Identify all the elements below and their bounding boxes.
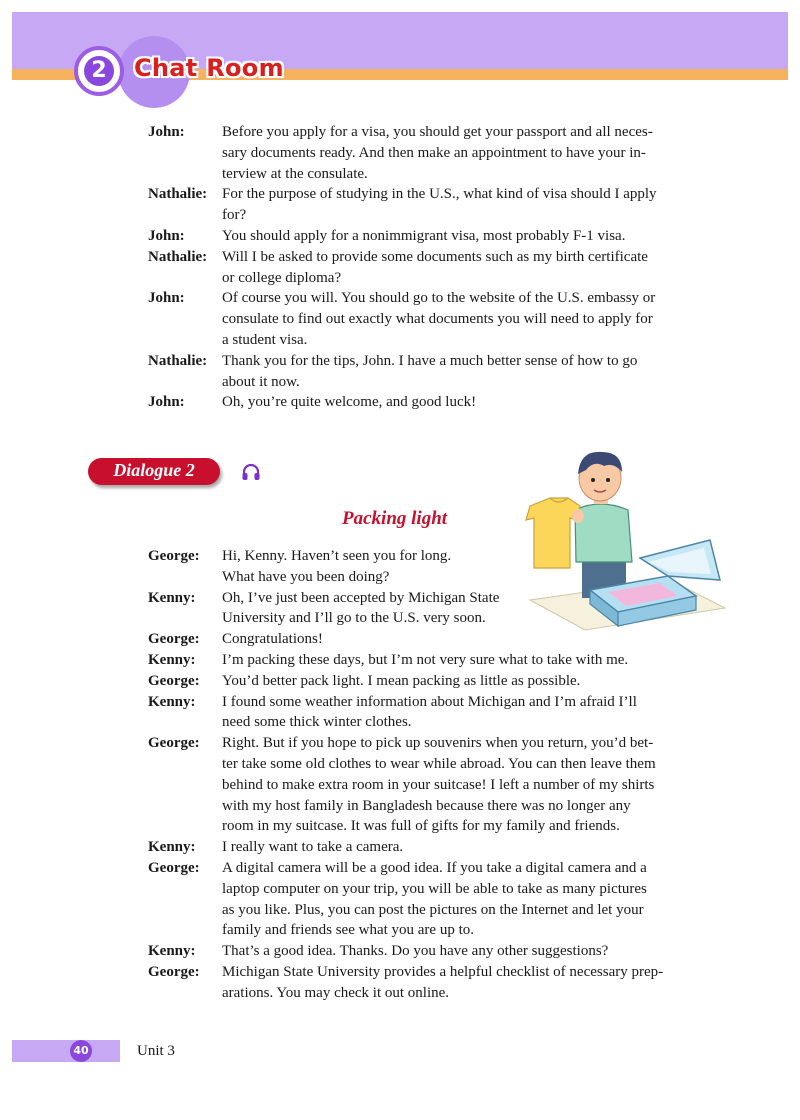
dialogue-line: with my host family in Bangladesh because there was no longer any	[222, 797, 631, 814]
dialogue-line: about it now.	[222, 373, 300, 390]
speaker-label: Kenny:	[148, 693, 196, 710]
footer-bar	[12, 1040, 120, 1062]
dialogue-line: consulate to find out exactly what documents you will need to apply for	[222, 311, 653, 328]
dialogue-line: behind to make extra room in your suitcase! I left a number of my shirts	[222, 776, 655, 793]
dialogue-line: I’m packing these days, but I’m not very sure what to take with me.	[222, 652, 629, 668]
page-number: 40	[70, 1040, 92, 1062]
dialogue-line: Hi, Kenny. Haven’t seen you for long.	[222, 548, 452, 564]
dialogue-line: laptop computer on your trip, you will be able to take as many pictures	[222, 880, 647, 897]
dialogue-line: family and friends see what you are up to.	[222, 922, 475, 939]
page-title: Chat Room	[134, 54, 284, 82]
dialogue-line: I found some weather information about Michigan and I’m afraid I’ll	[222, 693, 637, 710]
speaker-label: John:	[148, 124, 185, 140]
section-number: 2	[84, 56, 114, 86]
speaker-label: John:	[148, 290, 185, 307]
dialogue-line: I really want to take a camera.	[222, 839, 404, 856]
dialogue-line: Will I be asked to provide some documents such as my birth certificate	[222, 248, 648, 265]
headphones-icon[interactable]	[240, 461, 262, 483]
dialogue-line: What have you been doing?	[222, 568, 390, 585]
speaker-label: Nathalie:	[148, 248, 208, 265]
dialogue-line: for?	[222, 207, 247, 224]
unit-label: Unit 3	[137, 1043, 175, 1059]
speaker-label: George:	[148, 548, 200, 564]
dialogue-2-title: Packing light	[342, 508, 448, 529]
dialogue-line: need some thick winter clothes.	[222, 714, 412, 731]
dialogue-line: sary documents ready. And then make an appointment to have your in-	[222, 144, 646, 161]
dialogue-line: You’d better pack light. I mean packing as little as possible.	[222, 672, 581, 689]
dialogue-line: terview at the consulate.	[222, 165, 368, 182]
speaker-label: Nathalie:	[148, 352, 208, 369]
dialogue-line: arations. You may check it out online.	[222, 984, 450, 1001]
dialogue-line: A digital camera will be a good idea. If you take a digital camera and a	[222, 860, 647, 876]
speaker-label: Kenny:	[148, 589, 196, 606]
dialogue-line: You should apply for a nonimmigrant visa, most probably F-1 visa.	[222, 228, 626, 244]
speaker-label: Kenny:	[148, 839, 196, 856]
dialogue-line: ter take some old clothes to wear while abroad. You can then leave them	[222, 756, 656, 772]
section-number-badge	[74, 46, 124, 96]
dialogue-line: Congratulations!	[222, 631, 323, 648]
speaker-label: George:	[148, 860, 200, 876]
speaker-label: George:	[148, 964, 200, 980]
dialogue-line: or college diploma?	[222, 269, 342, 286]
dialogue-line: Thank you for the tips, John. I have a much better sense of how to go	[222, 352, 638, 369]
dialogue-line: Of course you will. You should go to the website of the U.S. embassy or	[222, 290, 656, 307]
speaker-label: Kenny:	[148, 943, 196, 960]
speaker-label: John:	[148, 228, 185, 244]
dialogue-line: For the purpose of studying in the U.S., what kind of visa should I apply	[222, 186, 657, 203]
speaker-label: George:	[148, 631, 200, 648]
dialogue-line: as you like. Plus, you can post the pictures on the Internet and let your	[222, 901, 644, 918]
dialogue-line: a student visa.	[222, 332, 308, 348]
dialogue-line: Oh, you’re quite welcome, and good luck!	[222, 394, 477, 411]
dialogue-line: Oh, I’ve just been accepted by Michigan State	[222, 589, 500, 606]
dialogue-line: Michigan State University provides a helpful checklist of necessary prep-	[222, 964, 664, 980]
dialogue-line: Before you apply for a visa, you should get your passport and all neces-	[222, 124, 653, 140]
dialogue-line: room in my suitcase. It was full of gifts for my family and friends.	[222, 818, 620, 835]
speaker-label: George:	[148, 735, 200, 752]
boy-packing-suitcase-illustration	[520, 440, 730, 640]
dialogue-2-label-pill	[88, 458, 220, 485]
dialogue-2-label: Dialogue 2	[113, 460, 195, 480]
speaker-label: Nathalie:	[148, 186, 208, 203]
speaker-label: George:	[148, 672, 200, 689]
speaker-label: Kenny:	[148, 652, 196, 668]
dialogue-line: Right. But if you hope to pick up souvenirs when you return, you’d bet-	[222, 735, 654, 752]
speaker-label: John:	[148, 394, 185, 411]
dialogue-line: University and I’ll go to the U.S. very soon.	[222, 610, 486, 627]
dialogue-line: That’s a good idea. Thanks. Do you have any other suggestions?	[222, 943, 609, 960]
